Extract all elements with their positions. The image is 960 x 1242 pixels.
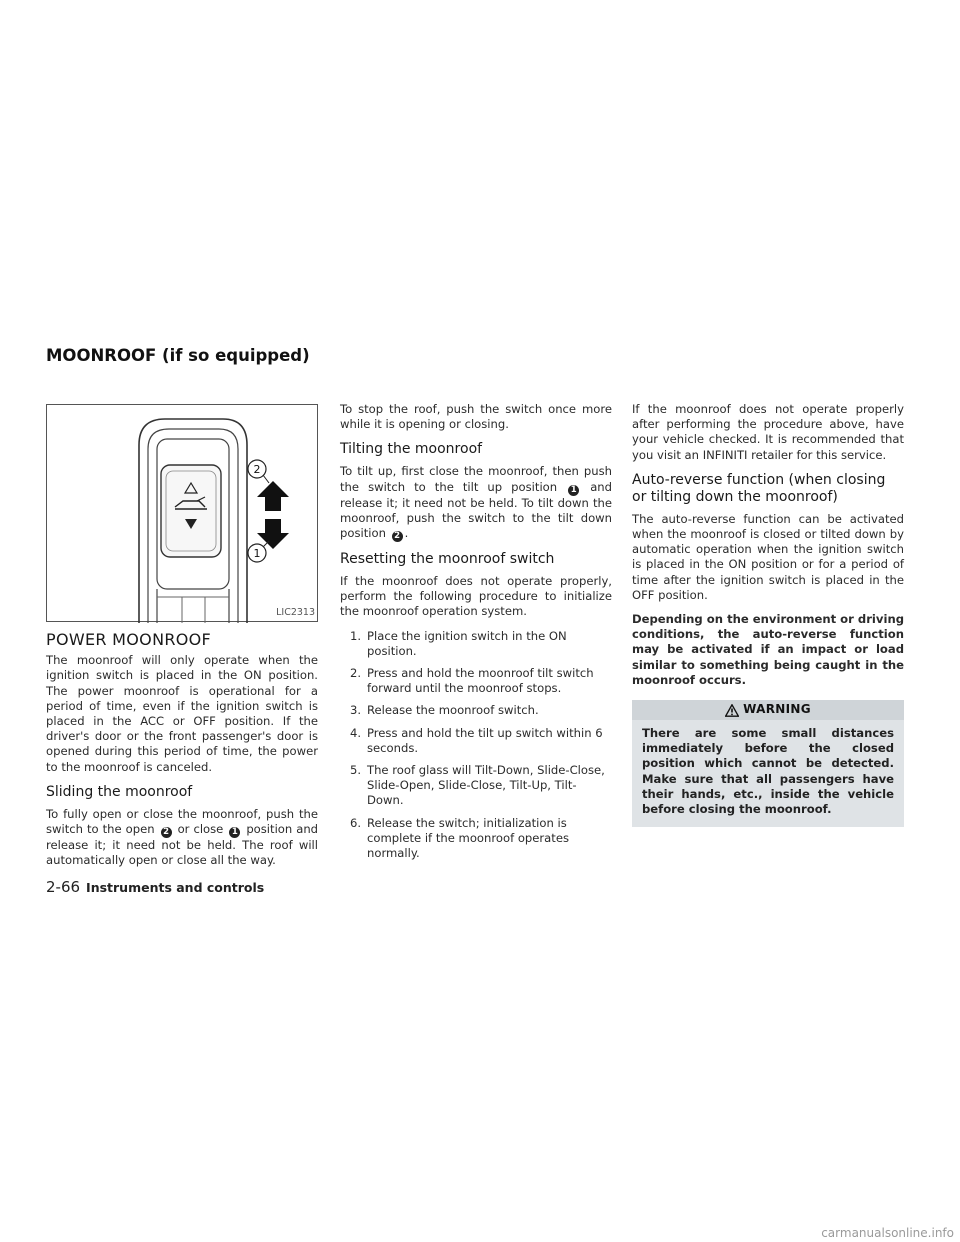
moonroof-switch-figure xyxy=(46,404,318,622)
heading-resetting: Resetting the moonroof switch xyxy=(340,551,555,568)
moonroof-switch-illustration xyxy=(47,405,319,623)
list-item: 6. Release the switch; initialization is complete if the moonroof operates normally. xyxy=(350,815,570,861)
callout-2-label: 2 xyxy=(253,463,261,476)
resetting-paragraph: If the moonroof does not operate properly, perform the following procedure to initialize the moonroof operation system. xyxy=(340,574,612,619)
power-moonroof-paragraph: The moonroof will only operate when the ignition switch is placed in the ON position. The power moonroof is operational for a period of time, even if the ignition switch is placed in the ACC or OFF position. If the driver's door or the front passenger's door is opened during this period of time, the power to the moonroof is canceled. xyxy=(46,653,318,774)
heading-tilting: Tilting the moonroof xyxy=(340,441,483,458)
section-title: MOONROOF (if so equipped) xyxy=(46,346,310,365)
heading-power-moonroof: POWER MOONROOF xyxy=(46,630,212,649)
heading-sliding: Sliding the moonroof xyxy=(46,783,193,800)
retailer-paragraph: If the moonroof does not operate properly after performing the procedure above, have your vehicle checked. It is recommended that you visit an INFINITI retailer for this service. xyxy=(632,402,904,462)
heading-auto-reverse: Auto-reverse function (when closing or tilting down the moonroof) xyxy=(632,471,886,505)
chapter-title: Instruments and controls xyxy=(86,880,265,895)
tilting-paragraph: To tilt up, first close the moonroof, then push the switch to the tilt up position 1 and release it; it need not be held. To tilt down the moonroof, push the switch to the tilt down position 2 . xyxy=(340,464,613,542)
auto-reverse-paragraph: The auto-reverse function can be activated when the moonroof is closed or tilted down by automatic operation when the ignition switch is placed in the ON position or for a period of time after the ignition switch is placed in the OFF position. xyxy=(632,511,904,602)
warning-header xyxy=(632,700,904,720)
warning-title: WARNING xyxy=(743,702,811,717)
warning-box xyxy=(632,700,904,827)
watermark: carmanualsonline.info xyxy=(821,1226,954,1240)
callout-2-marker: 2 xyxy=(161,827,172,838)
warning-icon xyxy=(725,704,739,717)
stop-roof-paragraph: To stop the roof, push the switch once more while it is opening or closing. xyxy=(340,402,612,432)
column-2 xyxy=(340,402,612,868)
callout-2-marker: 2 xyxy=(392,531,403,542)
callout-1-label: 1 xyxy=(253,547,261,560)
reset-steps-list xyxy=(340,629,612,862)
warning-text: There are some small distances immediately before the closed position which cannot be detected. Make sure that all passengers have their hands, etc., inside the vehicle before closing the moonroof. xyxy=(642,726,894,817)
page-number: 2-66 xyxy=(46,878,81,896)
list-item: 2. Press and hold the moonroof tilt switch forward until the moonroof stops. xyxy=(350,666,594,696)
list-item: 4. Press and hold the tilt up switch within 6 seconds. xyxy=(350,725,603,755)
page-footer xyxy=(46,878,264,896)
column-3 xyxy=(632,402,904,827)
list-item: 1. Place the ignition switch in the ON position. xyxy=(350,628,567,658)
callout-1-marker: 1 xyxy=(229,827,240,838)
column-1 xyxy=(46,404,318,877)
figure-code: LIC2313 xyxy=(276,606,315,618)
sliding-paragraph: To fully open or close the moonroof, push the switch to the open 2 or close 1 position and release it; it need not be held. The roof will automatically open or close all the way. xyxy=(46,806,319,868)
list-item: 5. The roof glass will Tilt-Down, Slide-Close, Slide-Open, Slide-Close, Tilt-Up, Tilt-Down. xyxy=(350,763,605,808)
list-item: 3. Release the moonroof switch. xyxy=(350,703,539,718)
auto-reverse-note: Depending on the environment or driving conditions, the auto-reverse function may be activated if an impact or load similar to something being caught in the moonroof occurs. xyxy=(632,612,904,687)
callout-1-marker: 1 xyxy=(568,485,579,496)
